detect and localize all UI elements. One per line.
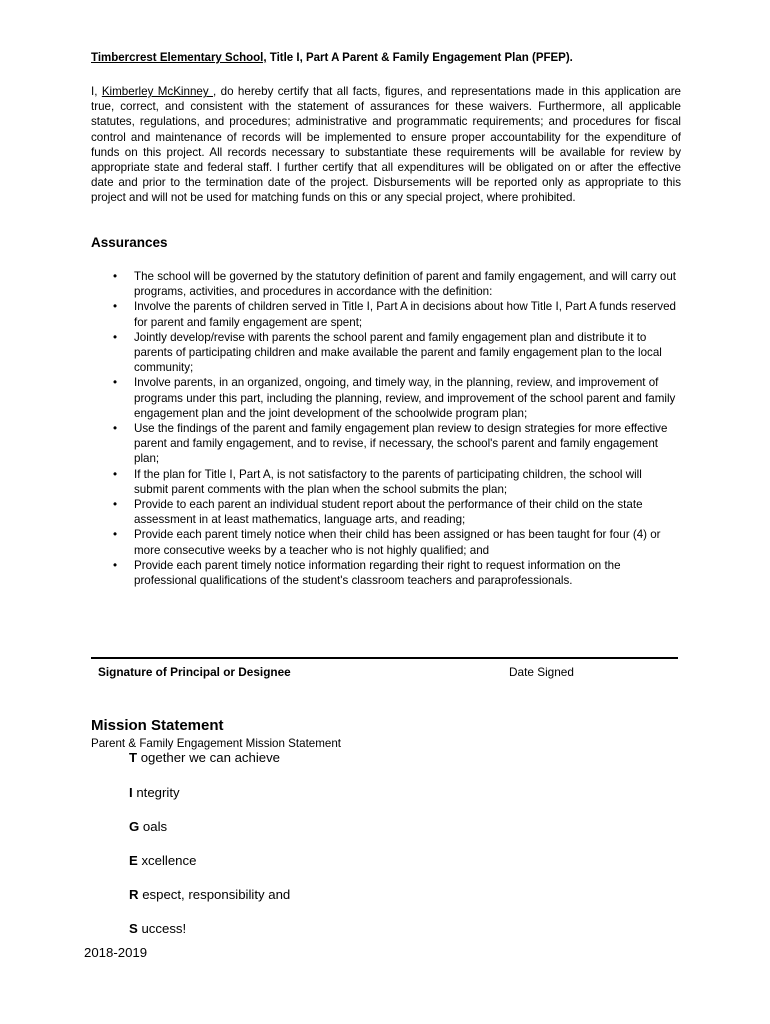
- bullet-icon: •: [113, 498, 118, 512]
- page-title: [91, 52, 573, 64]
- assurance-text: Provide each parent timely notice when their child has been assigned or has been taught for four (4) or more consecutive weeks by a teacher who is not highly qualified; and: [134, 528, 661, 557]
- bullet-icon: •: [113, 558, 118, 572]
- assurance-text: Jointly develop/revise with parents the school parent and family engagement plan and distribute it to parents of participating children and make available the parent and family engagement plan to the local community;: [134, 330, 662, 375]
- acrostic-initial: E: [129, 853, 138, 868]
- signature-line: [91, 657, 678, 659]
- acrostic-text: espect, responsibility and: [138, 887, 291, 902]
- acrostic-initial: I: [129, 785, 133, 800]
- acrostic-initial: S: [129, 921, 138, 936]
- acrostic-text: ogether we can achieve: [137, 750, 281, 765]
- acrostic-line-r: [129, 887, 290, 902]
- assurance-text: The school will be governed by the statutory definition of parent and family engagement, and will carry out programs, activities, and procedures in accordance with the definition:: [134, 270, 676, 299]
- school-year: 2018-2019: [84, 945, 148, 960]
- certification-prefix: I,: [91, 85, 102, 98]
- plan-title: Title I, Part A Parent & Family Engagement Plan (PFEP).: [266, 52, 573, 64]
- bullet-icon: •: [113, 300, 118, 314]
- acrostic-initial: T: [129, 750, 138, 765]
- bullet-icon: •: [113, 270, 118, 283]
- acrostic-initial: R: [129, 887, 139, 902]
- acrostic-text: ntegrity: [132, 785, 180, 800]
- acrostic-line-s: [129, 921, 186, 936]
- assurances-list: [113, 269, 679, 588]
- assurance-item: [113, 527, 679, 557]
- assurance-text: If the plan for Title I, Part A, is not satisfactory to the parents of participating children, the school will submit parent comments with the plan when the school submits the plan;: [134, 467, 642, 496]
- assurance-text: Provide each parent timely notice information regarding their right to request information on the professional qualifications of the student's classroom teachers and paraprofessionals.: [134, 558, 621, 588]
- acrostic-line-t: [129, 750, 280, 765]
- principal-signature-label: Signature of Principal or Designee: [98, 665, 291, 679]
- mission-subheading: Parent & Family Engagement Mission Statement: [91, 737, 342, 750]
- assurance-text: Provide to each parent an individual student report about the performance of their child on the state assessment in at least mathematics, language arts, and reading;: [134, 498, 643, 527]
- certification-body: , do hereby certify that all facts, figures, and representations made in this application are true, correct, and consistent with the statement of assurances for these waivers. Furthermore, all applicable statutes, regulations, and procedures; administrative and programmatic requirements; and procedures for fiscal control and maintenance of records will be implemented to ensure proper accountability for the expenditure of funds on this project. All records necessary to substantiate these requirements will be available for review by appropriate state and federal staff. I further certify that all expenditures will be obligated on or after the effective date and prior to the termination date of the project. Disbursements will be reported only as appropriate to this project and will not be used for matching funds on this or any special project, where prohibited.: [91, 85, 682, 205]
- acrostic-line-e: [129, 853, 196, 868]
- assurance-text: Involve the parents of children served in Title I, Part A in decisions about how Title I, Part A funds reserved for parent and family engagement are spent;: [134, 300, 676, 329]
- assurance-text: Involve parents, in an organized, ongoing, and timely way, in the planning, review, and improvement of programs under this part, including the planning, review, and improvement of the school parent and family engagement plan and the joint development of the schoolwide program plan;: [134, 376, 676, 420]
- certification-paragraph: [91, 84, 681, 206]
- school-name: Timbercrest Elementary School,: [91, 52, 267, 64]
- acrostic-line-i: [129, 785, 180, 800]
- bullet-icon: •: [113, 422, 118, 436]
- assurance-item: [113, 375, 679, 421]
- assurance-item: [113, 299, 679, 329]
- assurance-item: [113, 497, 679, 527]
- assurance-item: [113, 558, 679, 588]
- acrostic-text: oals: [139, 819, 168, 834]
- acrostic-initial: G: [129, 819, 140, 834]
- bullet-icon: •: [113, 467, 118, 481]
- date-signed-label: Date Signed: [509, 665, 574, 679]
- assurance-item: [113, 269, 679, 299]
- acrostic-text: xcellence: [137, 853, 197, 868]
- mission-heading: Mission Statement: [91, 717, 224, 734]
- acrostic-line-g: [129, 819, 167, 834]
- assurances-heading: Assurances: [91, 235, 168, 250]
- assurance-item: [113, 467, 679, 497]
- assurance-item: [113, 330, 679, 376]
- certifier-name: Kimberley McKinney: [101, 85, 214, 98]
- bullet-icon: •: [113, 376, 118, 390]
- bullet-icon: •: [113, 528, 118, 542]
- acrostic-text: uccess!: [137, 921, 187, 936]
- assurance-text: Use the findings of the parent and family engagement plan review to design strategies for more effective parent and family engagement, and to revise, if necessary, the school's parent and family engagement plan;: [134, 422, 668, 466]
- assurance-item: [113, 421, 679, 467]
- bullet-icon: •: [113, 330, 118, 344]
